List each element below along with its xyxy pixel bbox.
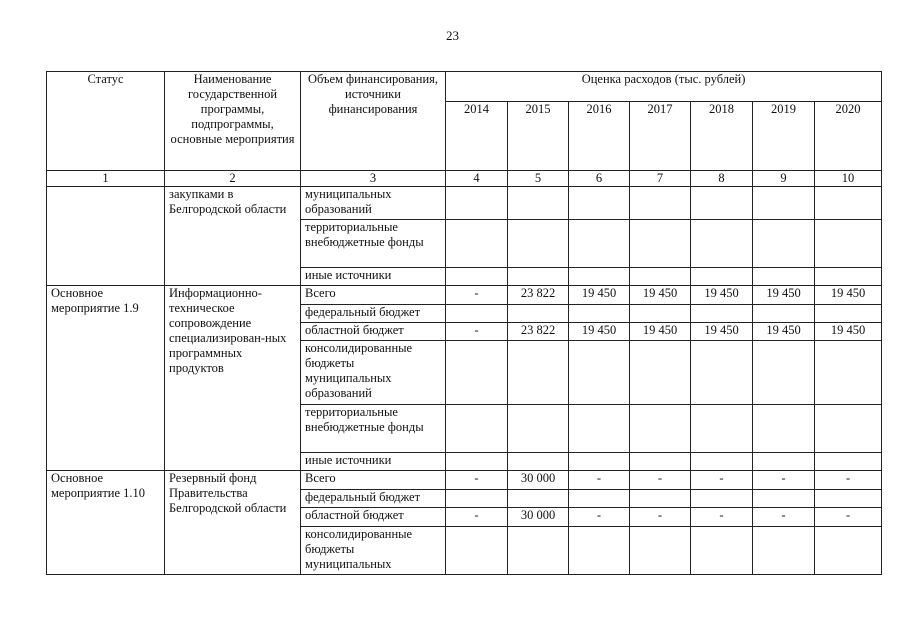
value-cell: 19 450 bbox=[691, 286, 753, 305]
header-year: 2018 bbox=[691, 102, 753, 171]
header-year: 2016 bbox=[569, 102, 630, 171]
header-volume: Объем финансирования, источники финансирования bbox=[301, 72, 446, 171]
value-cell bbox=[815, 341, 882, 405]
name-cell: закупками в Белгородской области bbox=[165, 187, 301, 286]
header-status: Статус bbox=[47, 72, 165, 171]
header-name: Наименование государственной программы, подпрограммы, основные мероприятия bbox=[165, 72, 301, 171]
column-number: 3 bbox=[301, 171, 446, 187]
value-cell: - bbox=[446, 323, 508, 341]
value-cell bbox=[446, 453, 508, 471]
value-cell bbox=[815, 187, 882, 220]
value-cell bbox=[753, 220, 815, 268]
value-cell bbox=[753, 187, 815, 220]
source-cell: иные источники bbox=[301, 453, 446, 471]
value-cell bbox=[630, 305, 691, 323]
value-cell: - bbox=[630, 471, 691, 490]
value-cell bbox=[815, 305, 882, 323]
column-number: 9 bbox=[753, 171, 815, 187]
value-cell bbox=[753, 490, 815, 508]
value-cell bbox=[630, 187, 691, 220]
source-cell: федеральный бюджет bbox=[301, 305, 446, 323]
header-year: 2017 bbox=[630, 102, 691, 171]
value-cell bbox=[753, 341, 815, 405]
value-cell bbox=[569, 453, 630, 471]
value-cell bbox=[569, 405, 630, 453]
value-cell bbox=[508, 527, 569, 575]
value-cell bbox=[691, 187, 753, 220]
value-cell bbox=[691, 220, 753, 268]
value-cell bbox=[630, 268, 691, 286]
value-cell bbox=[691, 305, 753, 323]
table-row bbox=[47, 471, 882, 490]
value-cell: - bbox=[446, 471, 508, 490]
value-cell bbox=[753, 527, 815, 575]
table-row bbox=[47, 286, 882, 305]
header-year: 2015 bbox=[508, 102, 569, 171]
value-cell: 19 450 bbox=[569, 286, 630, 305]
source-cell: территориальные внебюджетные фонды bbox=[301, 405, 446, 453]
value-cell bbox=[508, 341, 569, 405]
header-year: 2014 bbox=[446, 102, 508, 171]
value-cell bbox=[508, 405, 569, 453]
source-cell: Всего bbox=[301, 286, 446, 305]
source-cell: федеральный бюджет bbox=[301, 490, 446, 508]
value-cell: - bbox=[569, 471, 630, 490]
header-estimate: Оценка расходов (тыс. рублей) bbox=[446, 72, 882, 102]
column-number: 7 bbox=[630, 171, 691, 187]
name-cell: Информационно-техническое сопровождение специализирован-ных программных продуктов bbox=[165, 286, 301, 471]
status-cell: Основное мероприятие 1.9 bbox=[47, 286, 165, 471]
value-cell: - bbox=[446, 508, 508, 527]
value-cell: 19 450 bbox=[753, 323, 815, 341]
value-cell bbox=[815, 220, 882, 268]
value-cell bbox=[569, 220, 630, 268]
column-number: 10 bbox=[815, 171, 882, 187]
financing-table bbox=[46, 71, 882, 575]
value-cell bbox=[569, 268, 630, 286]
source-cell: Всего bbox=[301, 471, 446, 490]
value-cell: - bbox=[691, 471, 753, 490]
value-cell bbox=[508, 187, 569, 220]
source-cell: областной бюджет bbox=[301, 508, 446, 527]
value-cell: 30 000 bbox=[508, 471, 569, 490]
value-cell bbox=[630, 220, 691, 268]
value-cell bbox=[630, 490, 691, 508]
source-cell: муниципальных образований bbox=[301, 187, 446, 220]
value-cell: - bbox=[569, 508, 630, 527]
value-cell bbox=[446, 220, 508, 268]
value-cell: - bbox=[815, 508, 882, 527]
source-cell: областной бюджет bbox=[301, 323, 446, 341]
source-cell: иные источники bbox=[301, 268, 446, 286]
section-continuation bbox=[47, 187, 882, 286]
column-number: 5 bbox=[508, 171, 569, 187]
value-cell bbox=[630, 341, 691, 405]
value-cell bbox=[569, 305, 630, 323]
value-cell bbox=[508, 220, 569, 268]
source-cell: территориальные внебюджетные фонды bbox=[301, 220, 446, 268]
value-cell bbox=[446, 527, 508, 575]
source-cell: консолидированные бюджеты муниципальных образований bbox=[301, 341, 446, 405]
value-cell: - bbox=[446, 286, 508, 305]
table-row bbox=[47, 187, 882, 220]
value-cell bbox=[753, 305, 815, 323]
value-cell: 23 822 bbox=[508, 286, 569, 305]
value-cell bbox=[446, 405, 508, 453]
value-cell: 19 450 bbox=[815, 323, 882, 341]
value-cell: - bbox=[753, 508, 815, 527]
value-cell bbox=[630, 527, 691, 575]
header-year: 2019 bbox=[753, 102, 815, 171]
value-cell bbox=[815, 490, 882, 508]
value-cell: 19 450 bbox=[569, 323, 630, 341]
value-cell: 30 000 bbox=[508, 508, 569, 527]
value-cell bbox=[508, 268, 569, 286]
value-cell bbox=[815, 268, 882, 286]
value-cell bbox=[815, 405, 882, 453]
value-cell bbox=[815, 453, 882, 471]
value-cell bbox=[691, 527, 753, 575]
value-cell bbox=[691, 453, 753, 471]
value-cell bbox=[508, 305, 569, 323]
value-cell bbox=[446, 187, 508, 220]
value-cell: 19 450 bbox=[815, 286, 882, 305]
value-cell bbox=[569, 490, 630, 508]
value-cell bbox=[508, 490, 569, 508]
value-cell: 19 450 bbox=[630, 286, 691, 305]
column-number: 4 bbox=[446, 171, 508, 187]
value-cell bbox=[753, 453, 815, 471]
value-cell bbox=[569, 341, 630, 405]
value-cell: - bbox=[630, 508, 691, 527]
value-cell: - bbox=[691, 508, 753, 527]
value-cell: 23 822 bbox=[508, 323, 569, 341]
name-cell: Резервный фонд Правительства Белгородской области bbox=[165, 471, 301, 575]
column-number: 2 bbox=[165, 171, 301, 187]
value-cell: - bbox=[753, 471, 815, 490]
value-cell bbox=[446, 341, 508, 405]
value-cell bbox=[446, 268, 508, 286]
source-cell: консолидированные бюджеты муниципальных bbox=[301, 527, 446, 575]
value-cell: 19 450 bbox=[753, 286, 815, 305]
value-cell bbox=[446, 490, 508, 508]
value-cell bbox=[569, 527, 630, 575]
value-cell bbox=[691, 405, 753, 453]
value-cell bbox=[508, 453, 569, 471]
header-year: 2020 bbox=[815, 102, 882, 171]
value-cell bbox=[691, 341, 753, 405]
section-activity-1-9 bbox=[47, 286, 882, 471]
value-cell: 19 450 bbox=[630, 323, 691, 341]
value-cell: - bbox=[815, 471, 882, 490]
value-cell bbox=[446, 305, 508, 323]
value-cell: 19 450 bbox=[691, 323, 753, 341]
section-activity-1-10 bbox=[47, 471, 882, 575]
value-cell bbox=[691, 268, 753, 286]
status-cell bbox=[47, 187, 165, 286]
page-number: 23 bbox=[446, 28, 459, 43]
value-cell bbox=[691, 490, 753, 508]
value-cell bbox=[753, 268, 815, 286]
value-cell bbox=[630, 453, 691, 471]
column-number: 6 bbox=[569, 171, 630, 187]
value-cell bbox=[815, 527, 882, 575]
value-cell bbox=[569, 187, 630, 220]
value-cell bbox=[630, 405, 691, 453]
status-cell: Основное мероприятие 1.10 bbox=[47, 471, 165, 575]
column-number: 8 bbox=[691, 171, 753, 187]
value-cell bbox=[753, 405, 815, 453]
column-number: 1 bbox=[47, 171, 165, 187]
